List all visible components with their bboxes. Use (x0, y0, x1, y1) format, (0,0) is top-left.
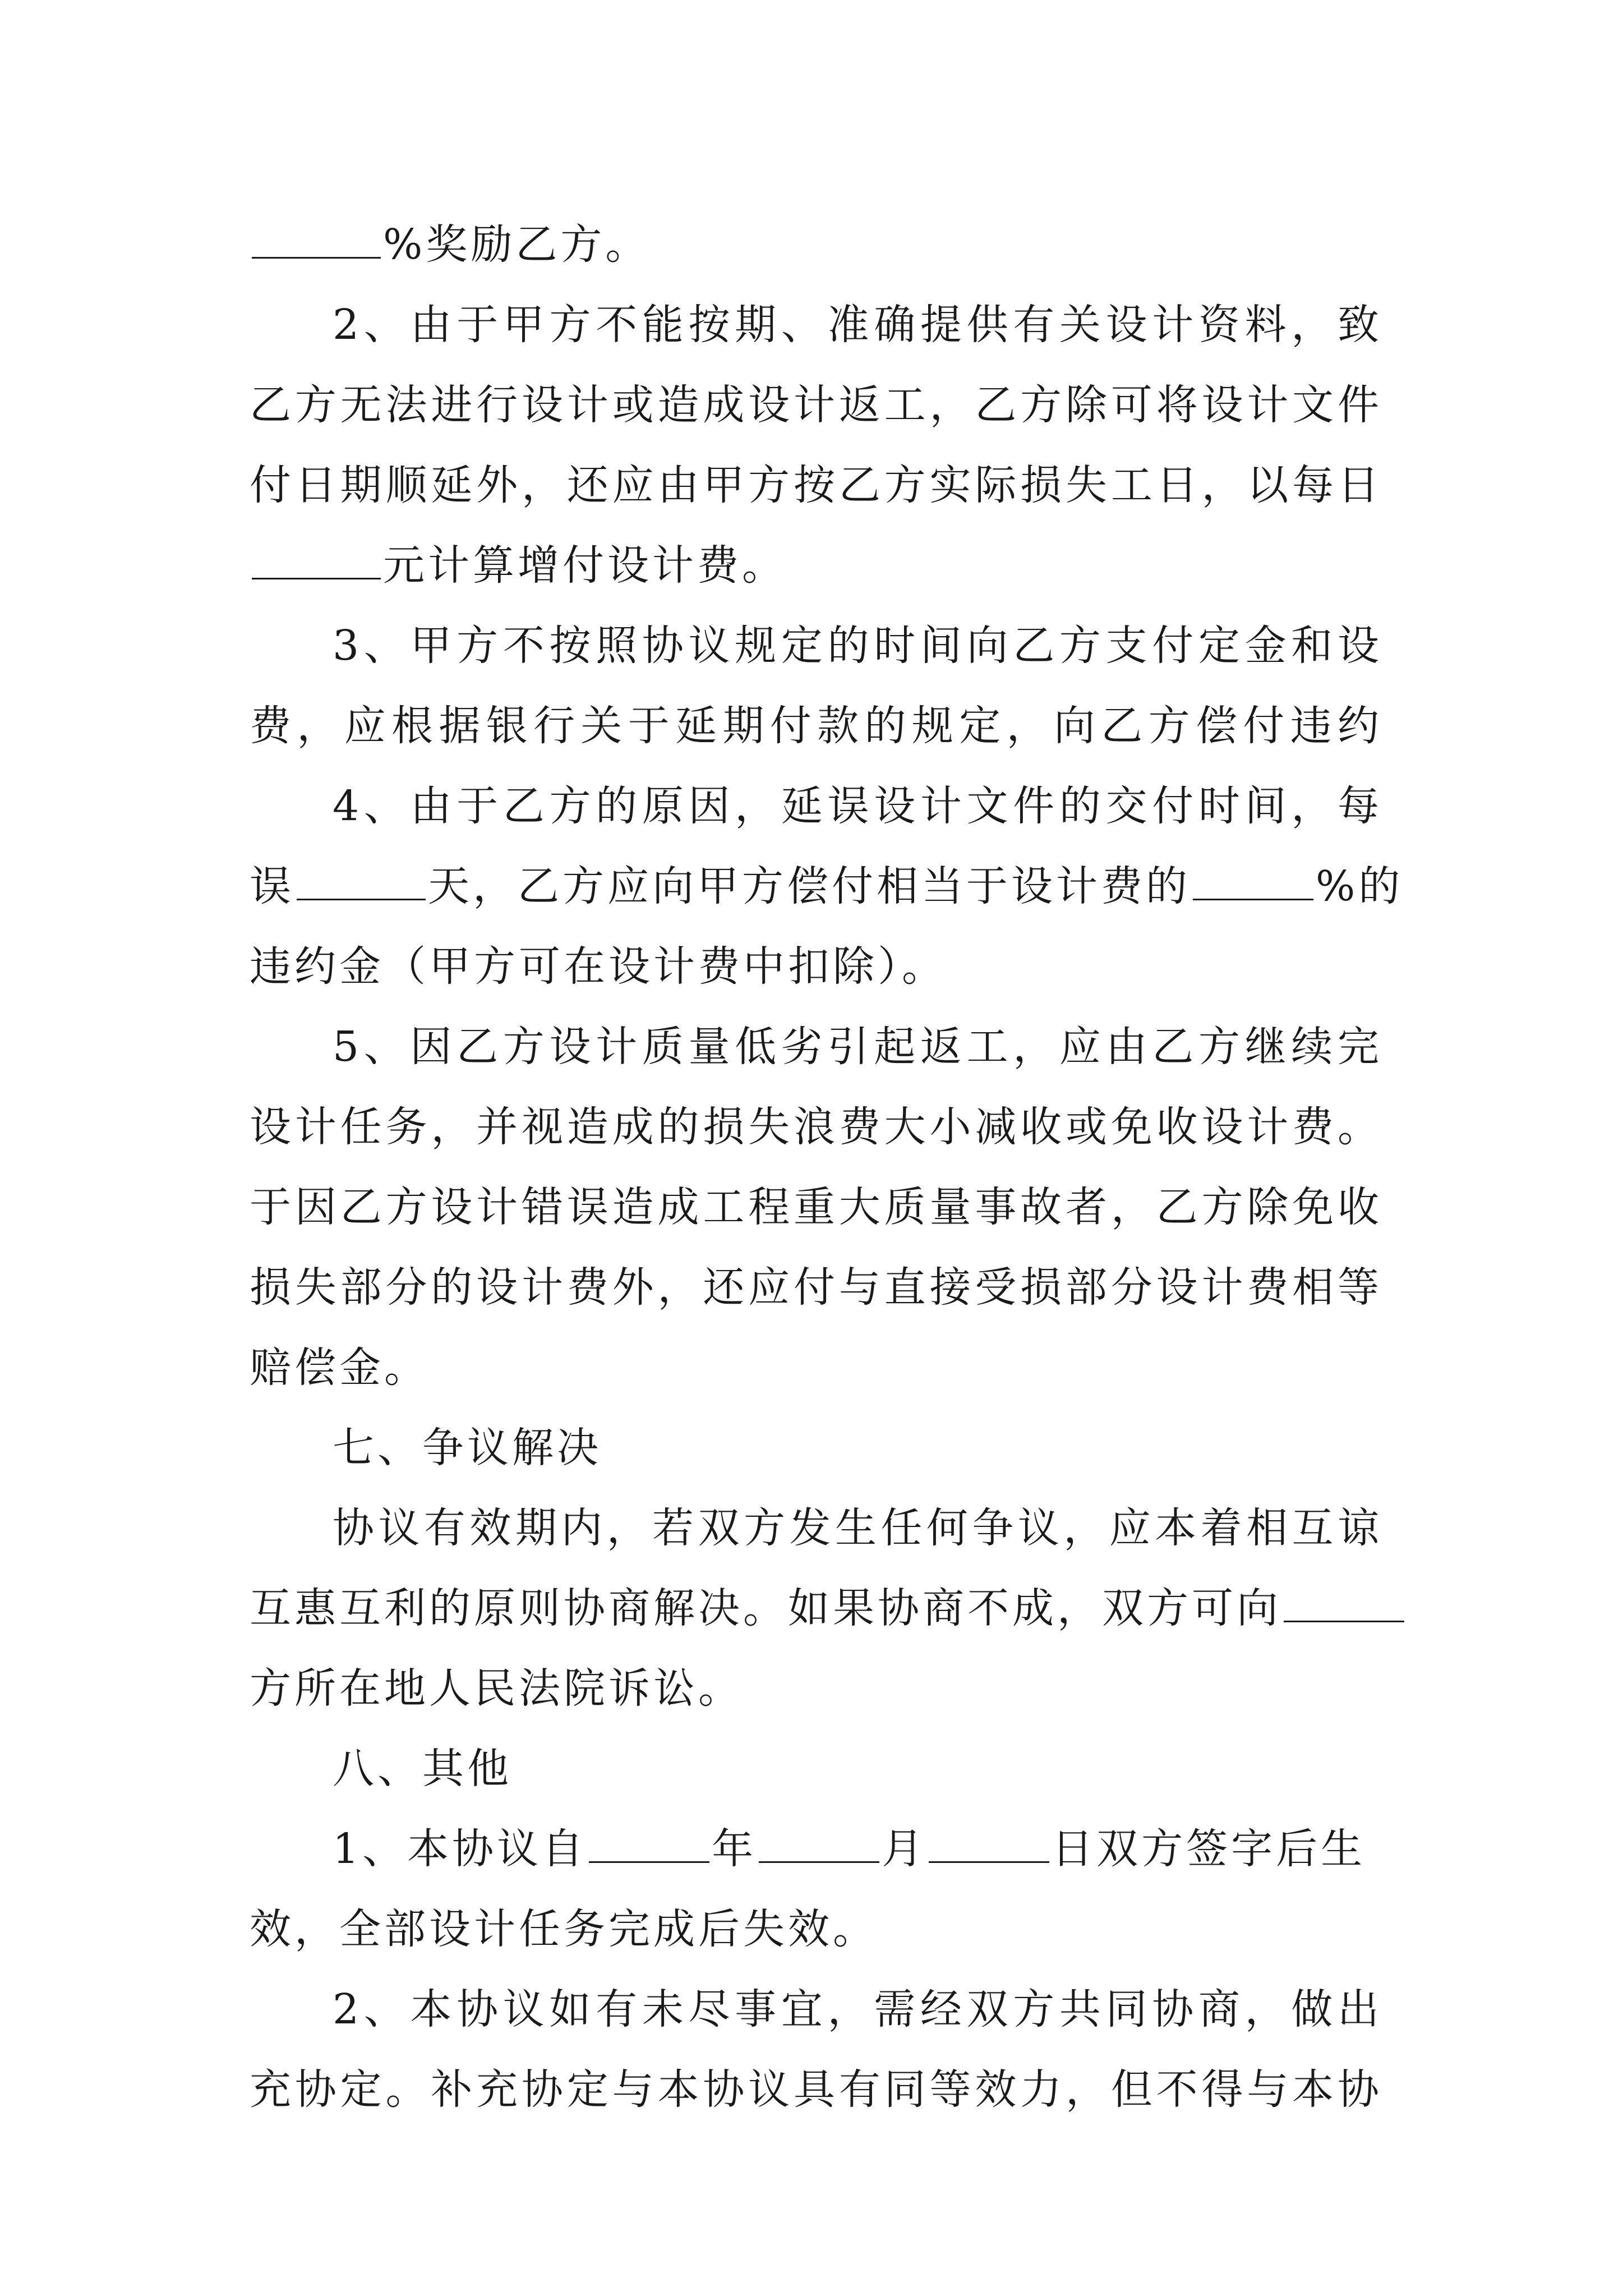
text-line (250, 1328, 1382, 1408)
text-line (250, 285, 1382, 365)
text-run: 费，应根据银行关于延期付款的规定，向乙方偿付违约 (250, 702, 1382, 750)
text-run: 协议有效期内，若双方发生任何争议，应本着相互谅 (333, 1504, 1382, 1552)
text-run: 2、由于甲方不能按期、准确提供有关设计资料，致 (333, 301, 1382, 349)
text-run: 天，乙方应向甲方偿付相当于设计费的 (428, 862, 1191, 910)
fill-blank[interactable] (252, 539, 381, 579)
text-run: 误 (250, 862, 294, 910)
section-heading (250, 1729, 1382, 1809)
fill-blank[interactable] (759, 1822, 879, 1863)
text-line (250, 445, 1382, 526)
text-line (250, 1167, 1382, 1248)
text-run: %的 (1316, 862, 1404, 910)
text-line (250, 606, 1382, 686)
text-run: 方所在地人民法院诉讼。 (250, 1664, 743, 1713)
text-line (250, 1649, 1382, 1729)
text-run: 月 (882, 1825, 927, 1873)
text-run: 损失部分的设计费外，还应付与直接受损部分设计费相等 (250, 1263, 1382, 1312)
text-line (250, 1568, 1382, 1649)
text-run: 1、本协议自 (333, 1825, 587, 1873)
text-line (250, 2050, 1382, 2130)
text-line (250, 1970, 1382, 2050)
text-run: 设计任务，并视造成的损失浪费大小减收或免收设计费。 (250, 1103, 1382, 1151)
text-run: 5、因乙方设计质量低劣引起返工，应由乙方继续完 (333, 1023, 1382, 1071)
text-line (250, 1007, 1382, 1087)
text-line (250, 365, 1382, 445)
text-run: 八、其他 (333, 1745, 512, 1793)
text-line (250, 1889, 1382, 1970)
section-heading (250, 1408, 1382, 1488)
fill-blank[interactable] (252, 218, 381, 259)
text-line (250, 766, 1382, 846)
fill-blank[interactable] (1284, 1581, 1404, 1622)
text-run: %奖励乙方。 (383, 220, 651, 269)
text-line (250, 205, 1382, 285)
text-line (250, 686, 1382, 766)
text-line (250, 526, 1382, 606)
fill-blank[interactable] (929, 1822, 1049, 1863)
text-run: 七、争议解决 (333, 1424, 602, 1472)
text-run: 充协定。补充协定与本协议具有同等效力，但不得与本协 (250, 2065, 1382, 2114)
fill-blank[interactable] (297, 859, 426, 900)
text-run: 赔偿金。 (250, 1343, 429, 1392)
text-run: 元计算增付设计费。 (383, 541, 787, 590)
text-run: 日双方签字后生 (1052, 1825, 1366, 1873)
text-run: 效，全部设计任务完成后失效。 (250, 1905, 878, 1953)
text-run: 年 (712, 1825, 757, 1873)
text-run: 付日期顺延外，还应由甲方按乙方实际损失工日，以每日 (250, 461, 1382, 509)
text-line (250, 1809, 1382, 1889)
fill-blank[interactable] (589, 1822, 709, 1863)
text-run: 违约金（甲方可在设计费中扣除）。 (250, 942, 947, 991)
fill-blank[interactable] (1193, 859, 1313, 900)
text-line (250, 846, 1404, 927)
document-body (250, 205, 1404, 2130)
text-run: 于因乙方设计错误造成工程重大质量事故者，乙方除免收 (250, 1183, 1382, 1231)
text-run: 3、甲方不按照协议规定的时间向乙方支付定金和设 (333, 622, 1382, 670)
text-line (250, 927, 1382, 1007)
text-run: 4、由于乙方的原因，延误设计文件的交付时间，每 (333, 782, 1382, 830)
text-line (250, 1248, 1382, 1328)
text-line (250, 1488, 1382, 1568)
text-run: 乙方无法进行设计或造成设计返工，乙方除可将设计文件 (250, 381, 1382, 429)
text-run: 互惠互利的原则协商解决。如果协商不成，双方可向 (250, 1584, 1281, 1632)
text-line (250, 1087, 1382, 1167)
text-run: 2、本协议如有未尽事宜，需经双方共同协商，做出 (333, 1985, 1382, 2033)
